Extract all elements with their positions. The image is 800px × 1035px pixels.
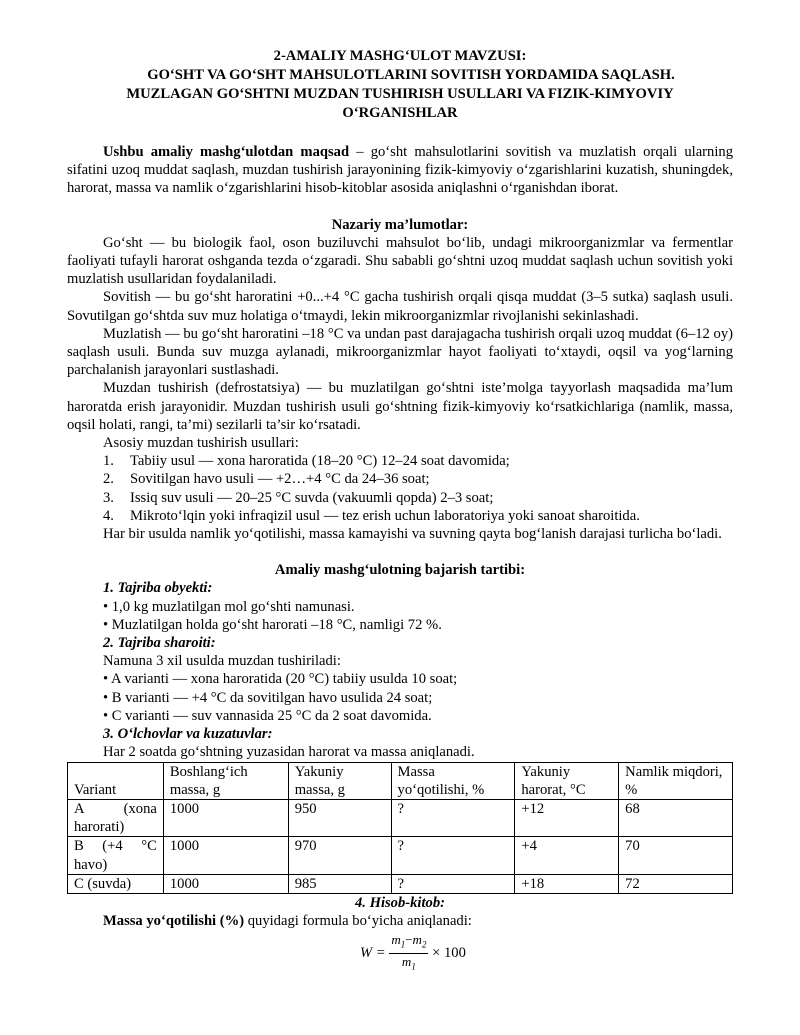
table-cell: 72 xyxy=(619,874,733,893)
formula-times: × 100 xyxy=(432,945,466,962)
table-cell: +18 xyxy=(515,874,619,893)
var-m: m xyxy=(391,932,401,948)
section-3-intro: Har 2 soatda go‘shtning yuzasidan harorat va massa aniqlanadi. xyxy=(103,744,475,761)
list-number: 3. xyxy=(103,489,114,506)
table-header-cell: Massa yo‘qotilishi, % xyxy=(391,762,515,799)
list-text: Issiq suv usuli — 20–25 °C suvda (vakuumli qopda) 2–3 soat; xyxy=(130,489,494,506)
table-cell: 970 xyxy=(288,837,391,874)
table-cell: 70 xyxy=(619,837,733,874)
table-header-cell: Namlik miqdori, % xyxy=(619,762,733,799)
table-cell: 1000 xyxy=(163,874,288,893)
aim-text: – go‘sht mahsulotlarini sovitish va muzlatish orqali ularning sifatini uzoq muddat saqlash, muzdan tushirish jarayonining fizik-kimyoviy o‘zgarishlarini kuzatish, shuningdek, harorat, massa va namlik o‘zgarishlarini hisob-kitoblar asosida aniqlashni o‘rganishdan iborat. xyxy=(67,144,733,197)
list-item xyxy=(67,470,733,488)
table-cell: B (+4 °C havo) xyxy=(68,837,164,874)
title-line-3: MUZLAGAN GO‘SHTNI MUZDAN TUSHIRISH USULLARI VA FIZIK-KIMYOVIY xyxy=(126,86,674,102)
table-header-cell: Variant xyxy=(68,762,164,799)
formula-denominator xyxy=(389,954,428,975)
table-cell: ? xyxy=(391,799,515,836)
table-row xyxy=(68,874,733,893)
title-line-2: GO‘SHT VA GO‘SHT MAHSULOTLARINI SOVITISH YORDAMIDA SAQLASH. xyxy=(147,67,675,83)
formula-lhs: W = xyxy=(360,945,386,962)
formula-fraction xyxy=(389,932,428,974)
list-item xyxy=(67,452,733,470)
var-m: m xyxy=(401,953,412,969)
calc-paragraph xyxy=(67,912,733,930)
table-cell: 1000 xyxy=(163,799,288,836)
practice-heading: Amaliy mashg‘ulotning bajarish tartibi: xyxy=(274,562,526,579)
bullet-item: • A varianti — xona haroratida (20 °C) tabiiy usulda 10 soat; xyxy=(103,671,458,688)
title-line-1: 2-AMALIY MASHG‘ULOT MAVZUSI: xyxy=(273,48,527,64)
table-row xyxy=(68,799,733,836)
theory-heading: Nazariy ma’lumotlar: xyxy=(331,216,469,233)
methods-list xyxy=(67,452,733,525)
list-number: 4. xyxy=(103,507,114,524)
subscript: 1 xyxy=(411,961,416,972)
list-text: Mikroto‘lqin yoki infraqizil usul — tez erish uchun laboratoriya yoki sanoat sharoitida. xyxy=(130,507,640,524)
table-cell: 68 xyxy=(619,799,733,836)
theory-paragraph-3: Muzlatish — bu go‘sht haroratini –18 °C va undan past darajagacha tushirish orqali uzoq muddat (6–12 oy) saqlash usuli. Bunda suv muzga aylanadi, mikroorganizmlar hayot faoliyati to‘xtaydi, oqsil va yog‘larning parchalanish jarayonlari sustlashadi. xyxy=(67,325,733,379)
bullet-item: • 1,0 kg muzlatilgan mol go‘shti namunasi. xyxy=(103,598,355,615)
methods-intro: Asosiy muzdan tushirish usullari: xyxy=(103,435,299,452)
table-cell: ? xyxy=(391,837,515,874)
table-cell: 950 xyxy=(288,799,391,836)
table-cell: A (xona harorati) xyxy=(68,799,164,836)
title-line-4: O‘RGANISHLAR xyxy=(342,105,458,121)
table-row xyxy=(68,837,733,874)
measurement-table xyxy=(67,762,733,894)
formula-numerator xyxy=(389,932,428,954)
theory-paragraph-2: Sovitish — bu go‘sht haroratini +0...+4 °C gacha tushirish orqali qisqa muddat (3–5 sutka) saqlash usuli. Sovutilgan go‘shtda suv muz holatiga o‘tmaydi, lekin mikroorganizmlar rivojlanishi sekinlashadi. xyxy=(67,289,733,324)
bullet-item: • B varianti — +4 °C da sovitilgan havo usulida 24 soat; xyxy=(103,689,433,706)
list-number: 1. xyxy=(103,453,114,470)
table-header-cell: Yakuniy massa, g xyxy=(288,762,391,799)
list-text: Sovitilgan havo usuli — +2…+4 °C da 24–36 soat; xyxy=(130,471,430,488)
var-m: m xyxy=(412,932,422,948)
list-number: 2. xyxy=(103,471,114,488)
calc-text: quyidagi formula bo‘yicha aniqlanadi: xyxy=(244,913,472,930)
theory-paragraph-4: Muzdan tushirish (defrostatsiya) — bu muzlatilgan go‘shtni iste’molga tayyorlash maqsadida ma’lum haroratda erish jarayonidir. Muzdan tushirish usuli go‘shtning fizik-kimyoviy ko‘rsatkichlariga (namlik, massa, oqsil holati, rangi, ta’mi) sezilarli ta’sir ko‘rsatadi. xyxy=(67,380,733,433)
table-cell: C (suvda) xyxy=(68,874,164,893)
section-2-intro: Namuna 3 xil usulda muzdan tushiriladi: xyxy=(103,653,341,670)
section-3-title: 3. O‘lchovlar va kuzatuvlar: xyxy=(103,726,273,743)
table-cell: +12 xyxy=(515,799,619,836)
minus-sign: − xyxy=(405,932,413,948)
list-item xyxy=(67,489,733,507)
mass-loss-formula xyxy=(360,932,466,974)
theory-paragraph-1: Go‘sht — bu biologik faol, oson buziluvchi mahsulot bo‘lib, undagi mikroorganizmlar va fermentlar faoliyati tufayli harorat oshganda tezda o‘zgaradi. Shu sababli go‘shtni uzoq muddat saqlash uchun sovitish yoki muzlatish usullaridan foydalaniladi. xyxy=(67,234,733,288)
bullet-item: • C varianti — suv vannasida 25 °C da 2 soat davomida. xyxy=(103,707,432,724)
table-cell: ? xyxy=(391,874,515,893)
aim-paragraph xyxy=(67,143,733,198)
aim-lead: Ushbu amaliy mashg‘ulotdan maqsad xyxy=(103,144,350,160)
table-header-cell: Yakuniy harorat, °C xyxy=(515,762,619,799)
list-item xyxy=(67,507,733,525)
document-title xyxy=(67,47,733,123)
section-2-title: 2. Tajriba sharoiti: xyxy=(103,635,216,652)
theory-paragraph-5: Har bir usulda namlik yo‘qotilishi, massa kamayishi va suvning qayta bog‘lanish darajasi turlicha bo‘ladi. xyxy=(103,526,722,543)
list-text: Tabiiy usul — xona haroratida (18–20 °C) 12–24 soat davomida; xyxy=(130,453,510,470)
subscript: 1 xyxy=(400,939,406,950)
calc-title: 4. Hisob-kitob: xyxy=(355,894,445,911)
subscript: 2 xyxy=(421,939,427,950)
section-1-title: 1. Tajriba obyekti: xyxy=(103,580,213,597)
formula-block xyxy=(67,932,733,982)
table-cell: +4 xyxy=(515,837,619,874)
table-header-row xyxy=(68,762,733,799)
table-cell: 985 xyxy=(288,874,391,893)
calc-lead: Massa yo‘qotilishi (%) xyxy=(103,913,245,930)
bullet-item: • Muzlatilgan holda go‘sht harorati –18 °C, namligi 72 %. xyxy=(103,616,442,633)
table-cell: 1000 xyxy=(163,837,288,874)
table-header-cell: Boshlang‘ich massa, g xyxy=(163,762,288,799)
